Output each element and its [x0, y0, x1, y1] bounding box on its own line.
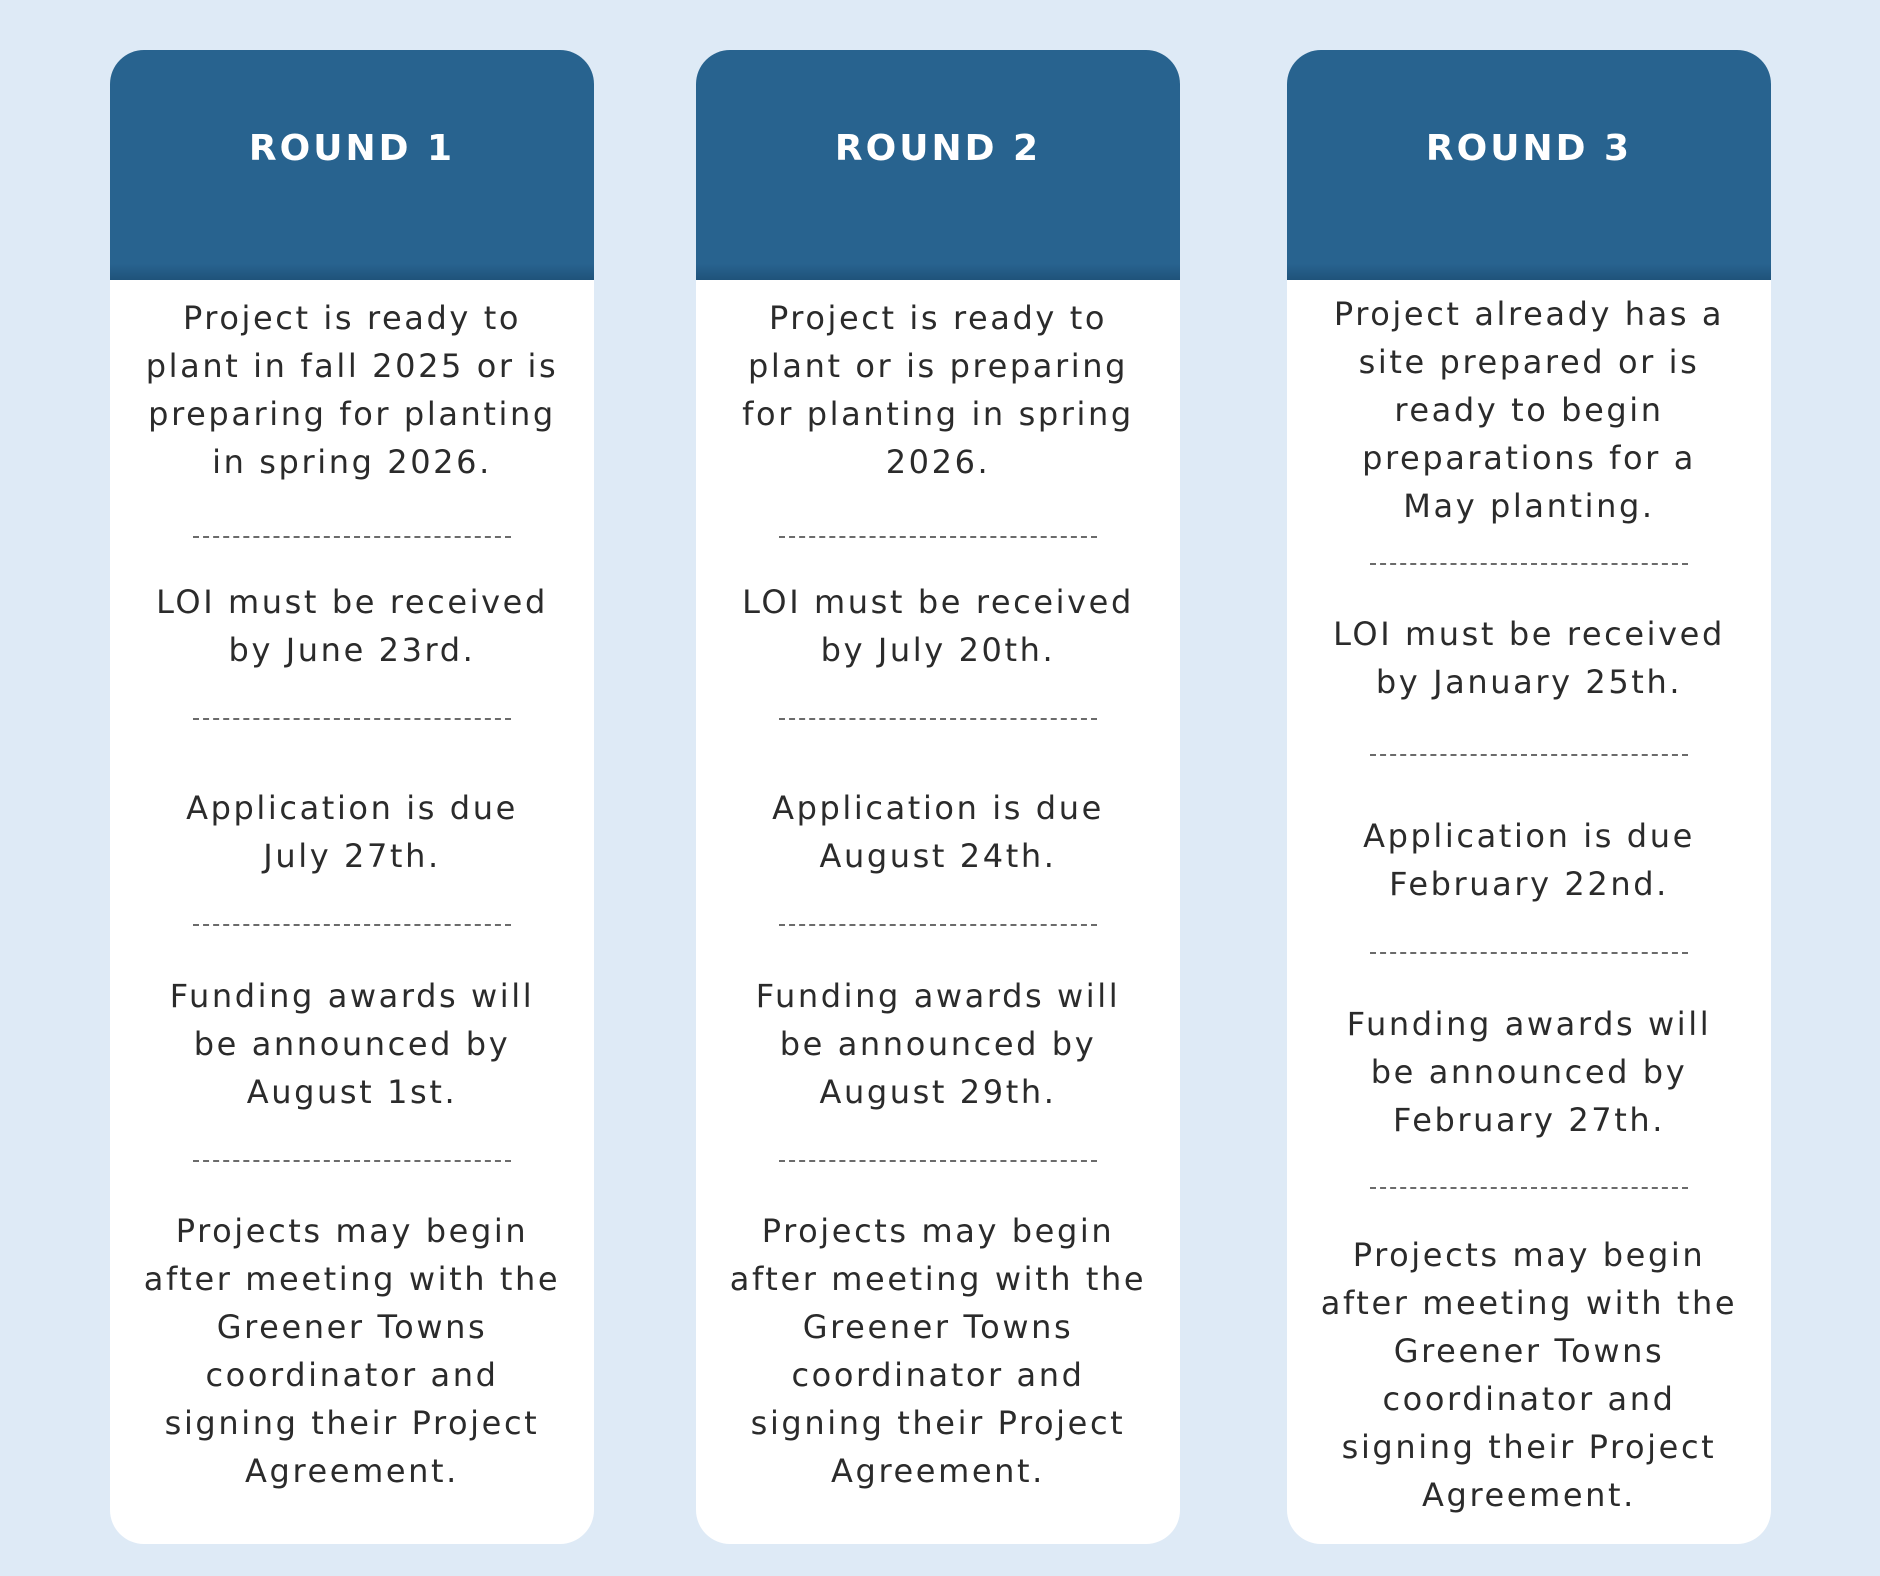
round-3-readiness: Project already has a site prepared or is ready to begin preparations for a May planting. [1333, 295, 1725, 525]
round-1-readiness: Project is ready to plant in fall 2025 or is preparing for planting in spring 2026. [145, 299, 559, 481]
round-2-title: ROUND 2 [834, 127, 1042, 169]
round-3-card [1287, 50, 1771, 1544]
round-2-divider [779, 1160, 1097, 1162]
round-2-divider [779, 924, 1097, 926]
round-2-readiness: Project is ready to plant or is preparing for planting in spring 2026. [742, 299, 1134, 481]
round-3-divider [1370, 754, 1688, 756]
round-2-application: Application is due August 24th. [772, 789, 1104, 875]
round-1-body [110, 280, 594, 1544]
round-3-divider [1370, 952, 1688, 954]
round-1-title: ROUND 1 [248, 127, 456, 169]
round-2-header [696, 50, 1180, 280]
round-1-divider [193, 1160, 511, 1162]
round-2-loi: LOI must be received by July 20th. [742, 583, 1134, 669]
round-2-divider [779, 536, 1097, 538]
round-2-card [696, 50, 1180, 1544]
round-3-divider [1370, 1187, 1688, 1189]
round-3-divider [1370, 563, 1688, 565]
round-1-header [110, 50, 594, 280]
round-3-title: ROUND 3 [1425, 127, 1633, 169]
round-1-application: Application is due July 27th. [186, 789, 518, 875]
round-1-funding: Funding awards will be announced by August 1st. [169, 977, 535, 1111]
round-3-projects: Projects may begin after meeting with the Greener Towns coordinator and signing their Project Agreement. [1320, 1236, 1738, 1514]
round-2-projects: Projects may begin after meeting with the Greener Towns coordinator and signing their Project Agreement. [729, 1212, 1147, 1490]
round-1-divider [193, 924, 511, 926]
round-2-funding: Funding awards will be announced by August 29th. [755, 977, 1121, 1111]
round-1-loi: LOI must be received by June 23rd. [156, 583, 548, 669]
round-2-divider [779, 718, 1097, 720]
round-1-projects: Projects may begin after meeting with the Greener Towns coordinator and signing their Project Agreement. [143, 1212, 561, 1490]
round-3-header [1287, 50, 1771, 280]
round-3-application: Application is due February 22nd. [1363, 817, 1695, 903]
round-1-divider [193, 536, 511, 538]
round-1-divider [193, 718, 511, 720]
round-3-funding: Funding awards will be announced by February 27th. [1346, 1005, 1712, 1139]
round-2-body [696, 280, 1180, 1544]
round-3-loi: LOI must be received by January 25th. [1333, 615, 1725, 701]
round-3-body [1287, 280, 1771, 1544]
round-1-card [110, 50, 594, 1544]
